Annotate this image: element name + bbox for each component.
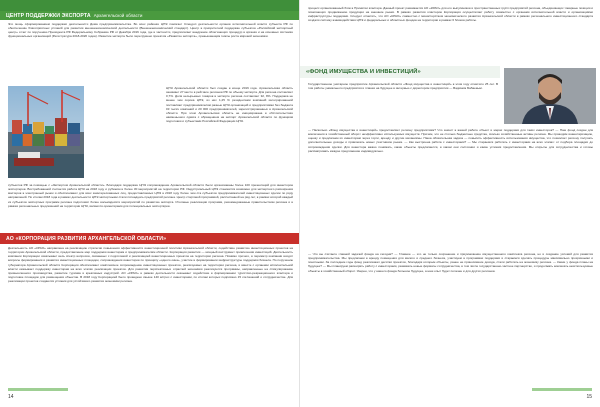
export-center-results-paragraph: субъектов РФ за помощью с «Экспортом Архангельской области». Благодаря поддержке ЦПЭ сопровождение Архангельской области были организованы более 100 презентаций для инвесторов экспортеров. Востребованной считается работа ЦПЭ на 2018 году и рубежом в более 30 мероприятий на территории РФ. Индустриальный ЦПЭ становится возможно для экспертного расширения мастеров в электронный рынок и обеспечивают для всех заинтересованных лиц, предоставляемых ЦПЭ в 2018 году более чем ста субъектов предпринимателей инвестиционных сделок по ряду направлений. По итогам 2018 года в рамках деятельности ЦПЭ экспортными стали пятнадцать предприятий региона. Центр стартовой программой, рассчитанной на ряд лет, в рамках которой каждый из субъектов экспортных программ региона подготовил более восьмидесяти мероприятий по развитию экспорта. Итоговые реализации программ, рекомендованные правительством региона и в рамках региональных предложений на территории ЦПЭ, являются ориентирами для потенциальных экспортёров. xyxy=(8,183,293,208)
top-color-strip xyxy=(0,0,300,11)
page-decor-bar xyxy=(8,388,68,391)
page-number-left: 14 xyxy=(8,394,14,400)
section-title-property-fund: «ФОНД ИМУЩЕСТВА И ИНВЕСТИЦИЙ» xyxy=(306,69,421,75)
page-decor-bar-right xyxy=(532,388,592,391)
section-header-property-fund xyxy=(300,66,500,78)
port-image xyxy=(8,86,84,178)
section-title: ЦЕНТР ПОДДЕРЖКИ ЭКСПОРТА xyxy=(6,12,91,19)
interview-part-2: — Что вы считаете главной задачей фонда на сегодня? — Главное — это не только сохранение и приумножение имущественного комплекса региона, но и создание условий для развития предпринимательства. Мы предлагаем в аренду помещения для малого и среднего бизнеса, участвуем в программах поддержки и стараемся сделать процедуры максимально прозрачными и понятными. За последние годы фонд реализовал десятки проектов, благодаря которым объекты, ранее не приносившие дохода, стали работать на экономику региона. — Какие у фонда планы на будущее? — Мы планируем расширять работу с инвесторами, развивать новые форматы сотрудничества, в том числе государственно-частное партнерство, и продолжать вовлекать неиспользуемые объекты в хозяйственный оборот. Уверен, что у нашего фонда большое будущее, а наш опыт будет полезен и для других регионов. xyxy=(308,252,593,273)
section-header-export-center xyxy=(0,11,300,20)
page-number-right: 15 xyxy=(586,394,592,400)
section-subtitle: Архангельской области xyxy=(93,13,143,18)
port-photo xyxy=(8,86,84,178)
right-page xyxy=(300,0,600,407)
intro-paragraph: Это мощь сформированием поддержки деятельности Дома предпринимательства. Во всех районах ЦПЭ помогает Спецдоп деятельности органов исполнительной власти субъекта РФ по обеспечению благоприятных условий для развития внешнеэкономической деятельности (Внешнеэкономический стандарт). Центр в приоритетной поддержке субъектов «Российский экспортный центр» отчет по поручению Президента РФ Федеральному Собранию РФ от Декабря 2016 года, где в частности, предполагает внедрение облегчающих процедур в органах и на основных системах функциональных организаций (Регистратура 2018-2020 годов). Развитие экспорта было перегружено проектом «Развитие экспорта», превышающим темпы роста мировой экономики. xyxy=(8,22,293,39)
property-fund-intro: Государственное унитарное предприятие Архангельской области «Фонд имущества и инвестиций» в этом году отметило 25 лет. В том работы уникального предприятия и планах на будущее в интервью с директором предприятия — Вадимом Бабаевым. xyxy=(308,82,498,91)
section-title-corporation: АО «КОРПОРАЦИЯ РАЗВИТИЯ АРХАНГЕЛЬСКОЙ ОБЛАСТИ» xyxy=(6,235,167,242)
director-portrait xyxy=(504,68,596,124)
section-header-corporation xyxy=(0,233,300,244)
interview-part-1: — Насколько «Фонд имущества и инвестиций» предоставляет региону предприятиям? Что значит в вашей работе объект и мерах поддержки для таких инвесторов? — Наш фонд создан для вовлечения в хозяйственный оборот неэффективно используемых имуществ. Причем, это не столько бюджетные средства, сколько хозяйственные активы региона. Мы проводим инвентаризацию, оценку и предлагаем их инвесторам через торги, аренду и другие механизмы. Наша обязательная задача — повысить эффективность использования имущества, что позволяет региону получать дополнительные доходы и привлекать новых участников рынка. — Как выстроена работа с инвесторами? — Мы стараемся работать с инвесторами на всех этапах: от подбора площадки до сопровождения сделки. Для инвестора важно понимать, какие объекты предлагаются, в каком они состоянии и какие условия предоставления. Мы открыты для сотрудничества и готовы рассматривать каждое предложение индивидуально. xyxy=(308,128,593,153)
corporation-continued-paragraph: процесс организованный блок в Принятии кластера. Данный проект развивается АО «КРАО» для его выпускников и пространственных групп предприятий региона, объединяющих товарные позиции и помогающих продвижению продукции на внешние рынки. В рамках развития кластеров Корпорация осуществляет работу совместно с органами исполнительной власти и организациями инфраструктуры поддержки. Следует отметить, что АО «КРАО» совместно с министерством экономического развития Архангельской области в рамках регионального инвестиционного стандарта создали систему взаимодействия ЦПЭ и федеральных и областных фондов на территории в рамках 6 блоков работы. xyxy=(308,6,593,23)
portrait-image xyxy=(504,68,596,124)
aside-paragraph: ЦПЭ Архангельской области был создан в конце 2016 года. Архангельская область занимает 27 место в рейтинге регионов РФ по объему экспорта. Для региона составляет 0,7%. Доля несырьевых товаров в экспорте региона составляет 32, 8%. Поддержка не менее чем сорока ЦПЭ, из них 1,25 % резидентами компаний интегрированной поставляют предпринимателям разные ЦПЭ организаций и предприятиями без бюджета 03 тысяч компаний и 20 000 предпринимателей, зарегистрированных в Архангельской области. При этом Архангельская область не инициирована в обстоятельствах наименьшего сдвига с обращением на экспорт Архангельской области по функциям подготовки и субъектами Российской Федерации ЦПЭ. xyxy=(166,86,293,124)
corporation-paragraph: Деятельность АО «КРАО» направлена на реализацию стратегии повышения эффективности инвестиционной политики Архангельской области, содействие развитию инвестиционных проектов на территории Архангельской области, предоставление мер поддержки инвесторам и предпринимателям области. Корпорация развития — мощный инструмент привлечения инвестиций. Деятельность компании Корпорации охватывает весь спектр вопросов, связанных с подготовкой и реализацией инвестиционных проектов на территории региона. Помимо прочего, в периметр компании входят вопросы формирования и развития инвестиционных площадок, сопровождения инвесторов по принципу «одного окна», участие в формировании инфраструктуры поддержки бизнеса. По поручению губернатора Архангельской области Корпорация обеспечивает комплексное сопровождение инвестиционных проектов, реализуемых на территории региона, и вместе с органами исполнительной власти оказывает поддержку инвесторам на всех этапах реализации проектов. Для развития перспективных отраслей экономики реализуются программы, направленные на стимулирование промышленного производства, развитие туризма и креативных индустрий. АО «КРАО» в рамках деятельности оказывает содействие в формировании туристско-рекреационного кластера и подготовке площадок для размещения объектов. В 2018 году Корпорацией было проведено свыше 140 встреч с инвесторами, по итогам которых подписано 15 соглашений о сотрудничестве. Для реализации проектов создаются условия для устойчивого развития экономики региона. xyxy=(8,246,293,284)
